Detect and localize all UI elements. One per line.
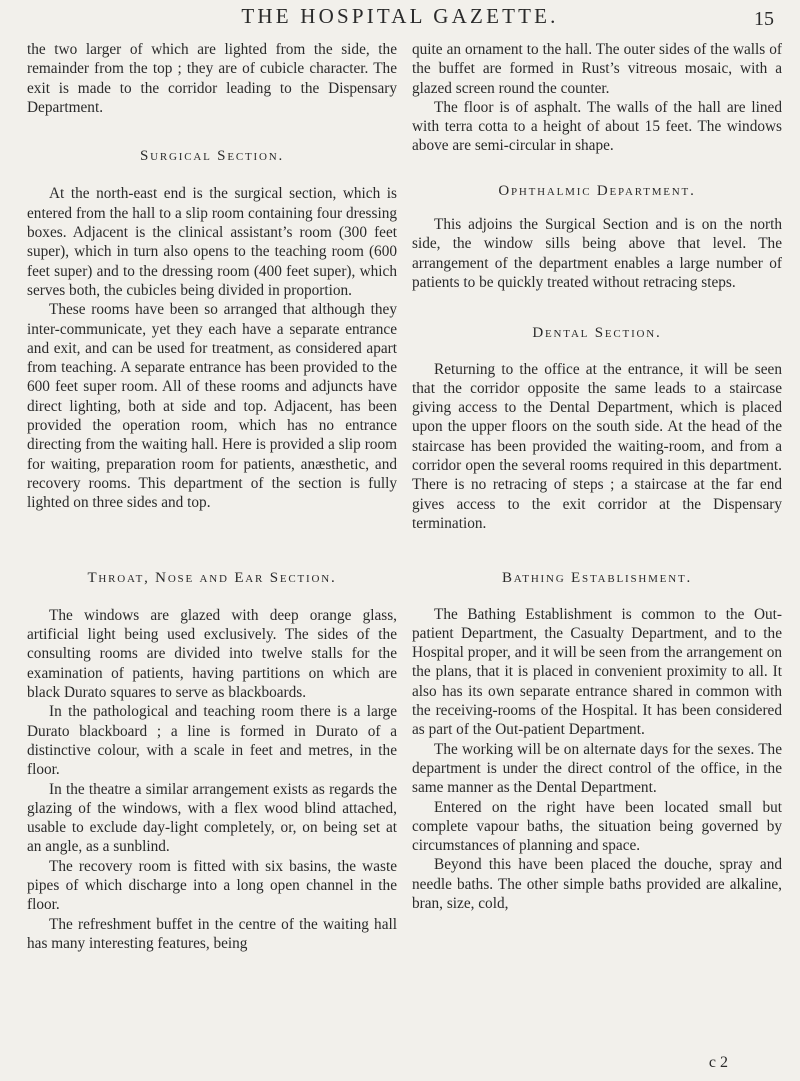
- running-title: THE HOSPITAL GAZETTE.: [241, 4, 559, 28]
- paragraph-throat-2: In the pathological and teaching room there is a large Durato blackboard ; a line is formed in Durato of a distinctive colour, with a scale in feet and metres, in the floor.: [27, 703, 397, 779]
- paragraph-bathing-3: Entered on the right have been located small but complete vapour baths, the situation being governed by circumstances of planning and space.: [412, 798, 782, 855]
- paragraph-throat-4: The recovery room is fitted with six basins, the waste pipes of which discharge into a long open channel in the floor.: [27, 857, 397, 914]
- heading-dental-section: Dental Section.: [532, 325, 662, 342]
- paragraph-surgical-2: These rooms have been so arranged that although they inter-communicate, yet they each have a separate entrance and exit, and can be used for treatment, as considered apart from teaching. A separate entrance has been provided to the 600 feet super room. All of these rooms and adjuncts have direct lighting, both at side and top. Adjacent, has been provided the operation room, which has no entrance directing from the waiting hall. Here is provided a slip room for waiting, preparation room for patients, anæsthetic, and recovery rooms. This department of the section is fully lighted on three sides and top.: [27, 301, 397, 512]
- signature-mark: c 2: [708, 1054, 728, 1071]
- left-column: [27, 40, 397, 953]
- page-number: 15: [754, 8, 774, 30]
- paragraph-floor: The floor is of asphalt. The walls of the hall are lined with terra cotta to a height of about 15 feet. The windows above are semi-circular in shape.: [412, 98, 782, 155]
- heading-bathing-establishment: Bathing Establishment.: [501, 570, 693, 587]
- right-column: [412, 40, 782, 913]
- heading-surgical-section: Surgical Section.: [140, 148, 284, 165]
- paragraph-bathing-2: The working will be on alternate days for the sexes. The department is under the direct control of the office, in the same manner as the Dental Department.: [412, 740, 782, 797]
- paragraph-continuation: quite an ornament to the hall. The outer sides of the walls of the buffet are formed in Rust’s vitreous mosaic, with a glazed screen round the counter.: [412, 41, 782, 97]
- heading-ophthalmic-department: Ophthalmic Department.: [498, 182, 696, 199]
- paragraph-throat-1: The windows are glazed with deep orange glass, artificial light being used exclusively. The sides of the consulting rooms are divided into twelve stalls for the examination of patients, having partitions on which are black Durato squares to serve as blackboards.: [27, 606, 397, 702]
- paragraph-intro: the two larger of which are lighted from the side, the remainder from the top ; they are of cubicle character. The exit is made to the corridor leading to the Dispensary Department.: [27, 41, 397, 116]
- paragraph-ophthalmic: This adjoins the Surgical Section and is on the north side, the window sills being above that level. The arrangement of the department enables a large number of patients to be quickly treated without retracing steps.: [412, 216, 782, 291]
- paragraph-throat-5: The refreshment buffet in the centre of the waiting hall has many interesting features, being: [27, 915, 397, 952]
- page-header: [0, 0, 800, 40]
- heading-throat-nose-ear-section: Throat, Nose and Ear Section.: [87, 569, 337, 586]
- paragraph-bathing-4: Beyond this have been placed the douche, spray and needle baths. The other simple baths provided are alkaline, bran, size, cold,: [412, 856, 782, 912]
- paragraph-dental: Returning to the office at the entrance, it will be seen that the corridor opposite the same leads to a staircase giving access to the Dental Department, which is placed upon the upper floors on the south side. At the head of the staircase has been provided the waiting-room, and from a corridor open the several rooms required in this department. There is no retracing of steps ; a staircase at the far end gives access to the exit corridor at the Dispensary termination.: [412, 360, 782, 532]
- paragraph-surgical-1: At the north-east end is the surgical section, which is entered from the hall to a slip room containing four dressing boxes. Adjacent is the clinical assistant’s room (300 feet super), which in turn also opens to the teaching room (600 feet super) and to the dressing room (400 feet super), which serves both, the cubicles being divided in proportion.: [27, 185, 397, 299]
- paragraph-bathing-1: The Bathing Establishment is common to the Out-patient Department, the Casualty Department, and to the Hospital proper, and it will be seen from the arrangement on the plans, that it is placed in convenient proximity to all. It also has its own separate entrance shared in common with the receiving-rooms of the Hospital. It has been considered as part of the Out-patient Department.: [412, 605, 782, 739]
- paragraph-throat-3: In the theatre a similar arrangement exists as regards the glazing of the windows, with a flex wood blind attached, usable to exclude day-light completely, or, on being set at an angle, as a sunblind.: [27, 780, 397, 856]
